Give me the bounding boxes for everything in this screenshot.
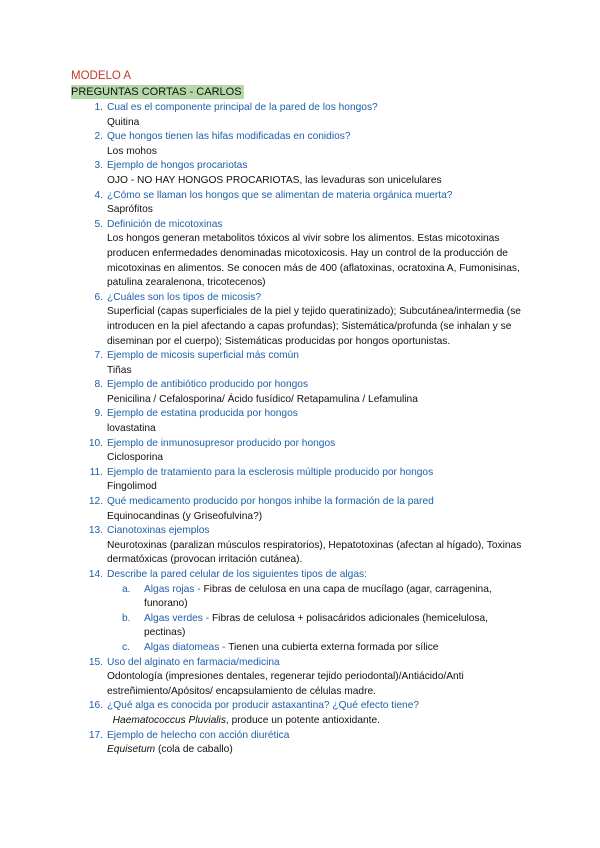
answer-text: Fingolimod (107, 481, 157, 493)
question-item (87, 159, 527, 188)
question-item (87, 349, 527, 378)
question-number: 10. (88, 437, 103, 449)
question-item (87, 189, 527, 218)
question-number: 8. (94, 379, 103, 391)
answer-text: Los mohos (107, 145, 157, 157)
sub-letter: c. (122, 641, 130, 653)
sub-text: Tienen una cubierta externa formada por sílice (225, 641, 439, 653)
question-text: Ejemplo de antibiótico producido por hongos (107, 379, 309, 391)
question-number: 5. (94, 218, 103, 230)
question-list (87, 101, 527, 758)
answer-text (107, 743, 527, 758)
answer-text: Tiñas (107, 364, 132, 376)
question-text: Que hongos tienen las hifas modificadas en conidios? (107, 131, 351, 143)
question-number: 13. (88, 525, 103, 537)
question-text: Ejemplo de tratamiento para la esclerosis múltiple producido por hongos (107, 466, 434, 478)
question-item (87, 656, 527, 700)
sub-letter: a. (122, 583, 131, 595)
question-item (87, 378, 527, 407)
sub-name: Algas verdes - (144, 612, 210, 624)
answer-text: Penicilina / Cefalosporina/ Ácido fusídico/ Retapamulina / Lefamulina (107, 393, 418, 405)
question-text: Ejemplo de helecho con acción diurética (107, 729, 290, 741)
sub-item (107, 641, 527, 656)
question-text: Ejemplo de inmunosupresor producido por hongos (107, 437, 336, 449)
answer-text: Superficial (capas superficiales de la piel y tejido queratinizado); Subcutánea/intermedia (se introducen en la piel afectando a capas profundas); Sistemática/profunda (se inhalan y se diseminan por el cuerpo); Sistemáticas producidas por hongos oportunistas. (107, 306, 521, 347)
question-text: Ejemplo de micosis superficial más común (107, 350, 299, 362)
question-text: Ejemplo de estatina producida por hongos (107, 408, 298, 420)
answer-text (107, 714, 527, 729)
question-text: ¿Qué alga es conocida por producir astaxantina? ¿Qué efecto tiene? (107, 700, 420, 712)
answer-text: Los hongos generan metabolitos tóxicos al vivir sobre los alimentos. Estas micotoxinas producen enfermedades denominadas micotoxicosis. Hay un control de la producción de micotoxinas en alimentos. Se conocen más de 400 (aflatoxinas, ocratoxina A, Fumonisinas, patulina zearalenona, tricotecenos) (107, 233, 520, 289)
question-item (87, 524, 527, 568)
question-item (87, 437, 527, 466)
question-number: 15. (88, 656, 103, 668)
question-item (87, 130, 527, 159)
question-item (87, 101, 527, 130)
question-number: 9. (94, 408, 103, 420)
answer-text: Equinocandinas (y Griseofulvina?) (107, 510, 263, 522)
algae-sublist (107, 583, 527, 656)
section-heading: PREGUNTAS CORTAS - CARLOS (71, 86, 242, 98)
question-text: Qué medicamento producido por hongos inhibe la formación de la pared (107, 496, 434, 508)
answer-rest: (cola de caballo) (155, 744, 233, 756)
question-number: 2. (94, 131, 103, 143)
sub-text: Fibras de celulosa en una capa de mucílago (agar, carragenina, funorano) (144, 583, 492, 610)
answer-text: Saprófitos (107, 204, 153, 216)
sub-item (107, 583, 527, 612)
question-item (87, 495, 527, 524)
question-number: 6. (94, 291, 103, 303)
question-number: 3. (94, 160, 103, 172)
question-number: 12. (88, 496, 103, 508)
question-text: Describe la pared celular de los siguientes tipos de algas: (107, 569, 367, 580)
question-number: 1. (94, 102, 103, 113)
answer-italic: Haematococcus Pluvialis (112, 714, 226, 726)
answer-rest: , produce un potente antioxidante. (225, 714, 380, 726)
sub-name: Algas diatomeas - (144, 641, 226, 653)
question-item (87, 699, 527, 728)
answer-italic: Equisetum (107, 744, 156, 756)
sub-item (107, 612, 527, 641)
question-item (87, 568, 527, 656)
model-heading: MODELO A (71, 70, 132, 82)
answer-text: lovastatina (107, 423, 156, 435)
question-number: 7. (94, 350, 103, 362)
answer-text: Neurotoxinas (paralizan músculos respiratorios), Hepatotoxinas (afectan al hígado), Toxinas dermatóxicas (provocan irritación cutánea). (107, 539, 522, 566)
question-number: 14. (88, 569, 103, 580)
answer-text: Quitina (107, 116, 140, 128)
answer-text: Ciclosporina (107, 452, 164, 464)
question-text: Uso del alginato en farmacia/medicina (107, 656, 280, 668)
question-number: 17. (88, 729, 103, 741)
answer-text: OJO - NO HAY HONGOS PROCARIOTAS, las levaduras son unicelulares (107, 174, 442, 186)
answer-text: Odontología (impresiones dentales, regenerar tejido periodontal)/Antiácido/Anti estreñimiento/Apósitos/ encapsulamiento de células madre. (107, 671, 464, 697)
question-text: Ejemplo de hongos procariotas (107, 160, 248, 172)
question-text: Cual es el componente principal de la pared de los hongos? (107, 102, 378, 113)
question-text: ¿Cómo se llaman los hongos que se alimentan de materia orgánica muerta? (107, 189, 453, 201)
question-number: 4. (94, 189, 103, 201)
question-number: 16. (88, 700, 103, 712)
question-text: ¿Cuáles son los tipos de micosis? (107, 291, 262, 303)
question-item (87, 218, 527, 291)
question-item (87, 407, 527, 436)
sub-letter: b. (122, 612, 131, 624)
question-item (87, 729, 527, 758)
question-item (87, 291, 527, 349)
question-text: Cianotoxinas ejemplos (107, 525, 210, 537)
question-item (87, 466, 527, 495)
sub-name: Algas rojas - (144, 583, 201, 595)
question-number: 11. (89, 466, 103, 478)
sub-text: Fibras de celulosa + polisacáridos adicionales (hemicelulosa, pectinas) (144, 612, 489, 639)
question-text: Definición de micotoxinas (107, 218, 223, 230)
